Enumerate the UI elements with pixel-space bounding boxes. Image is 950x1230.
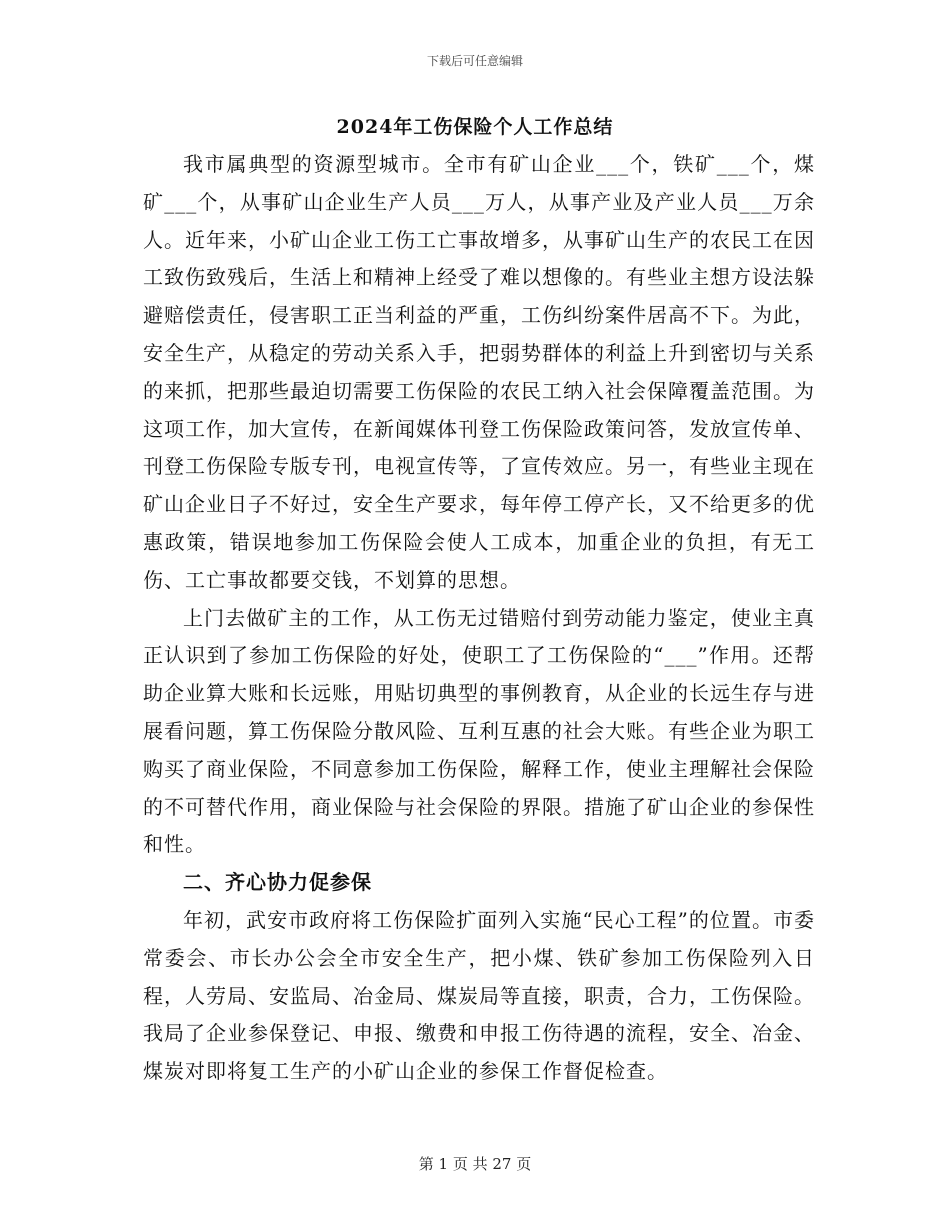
paragraph-intro: 我市属典型的资源型城市。全市有矿山企业___个，铁矿___个，煤矿___个，从事矿山企业生产人员___万人，从事产业及产业人员___万余人。近年来，小矿山企业工伤工亡事故增多，从事矿山生产的农民工在因工致伤致残后，生活上和精神上经受了难以想像的。有些业主想方设法躲避赔偿责任，侵害职工正当利益的严重，工伤纠纷案件居高不下。为此，安全生产，从稳定的劳动关系入手，把弱势群体的利益上升到密切与关系的来抓，把那些最迫切需要工伤保险的农民工纳入社会保障覆盖范围。为这项工作，加大宣传，在新闻媒体刊登工伤保险政策问答，发放宣传单、刊登工伤保险专版专刊，电视宣传等，了宣传效应。另一，有些业主现在矿山企业日子不好过，安全生产要求，每年停工停产长，又不给更多的优惠政策，错误地参加工伤保险会使人工成本，加重企业的负担，有无工伤、工亡事故都要交钱，不划算的思想。 — [143, 152, 815, 592]
document-body — [143, 146, 815, 1091]
paragraph-section-body: 年初，武安市政府将工伤保险扩面列入实施“民心工程”的位置。市委常委会、市长办公会全市安全生产，把小煤、铁矿参加工伤保险列入日程，人劳局、安监局、冶金局、煤炭局等直接，职责，合力，工伤保险。我局了企业参保登记、申报、缴费和申报工伤待遇的流程，安全、冶金、煤炭对即将复工生产的小矿山企业的参保工作督促检查。 — [143, 907, 815, 1084]
paragraph-door-to-door: 上门去做矿主的工作，从工伤无过错赔付到劳动能力鉴定，使业主真正认识到了参加工伤保险的好处，使职工了工伤保险的“___”作用。还帮助企业算大账和长远账，用贴切典型的事例教育，从企业的长远生存与进展看问题，算工伤保险分散风险、互利互惠的社会大账。有些企业为职工购买了商业保险，不同意参加工伤保险，解释工作，使业主理解社会保险的不可替代作用，商业保险与社会保险的界限。措施了矿山企业的参保性和性。 — [143, 605, 815, 857]
section-heading: 二、齐心协力促参保 — [183, 870, 372, 895]
page-number: 第 1 页 共 27 页 — [418, 1155, 532, 1173]
header-note: 下载后可任意编辑 — [426, 54, 523, 68]
document-title: 2024年工伤保险个人工作总结 — [336, 116, 614, 138]
